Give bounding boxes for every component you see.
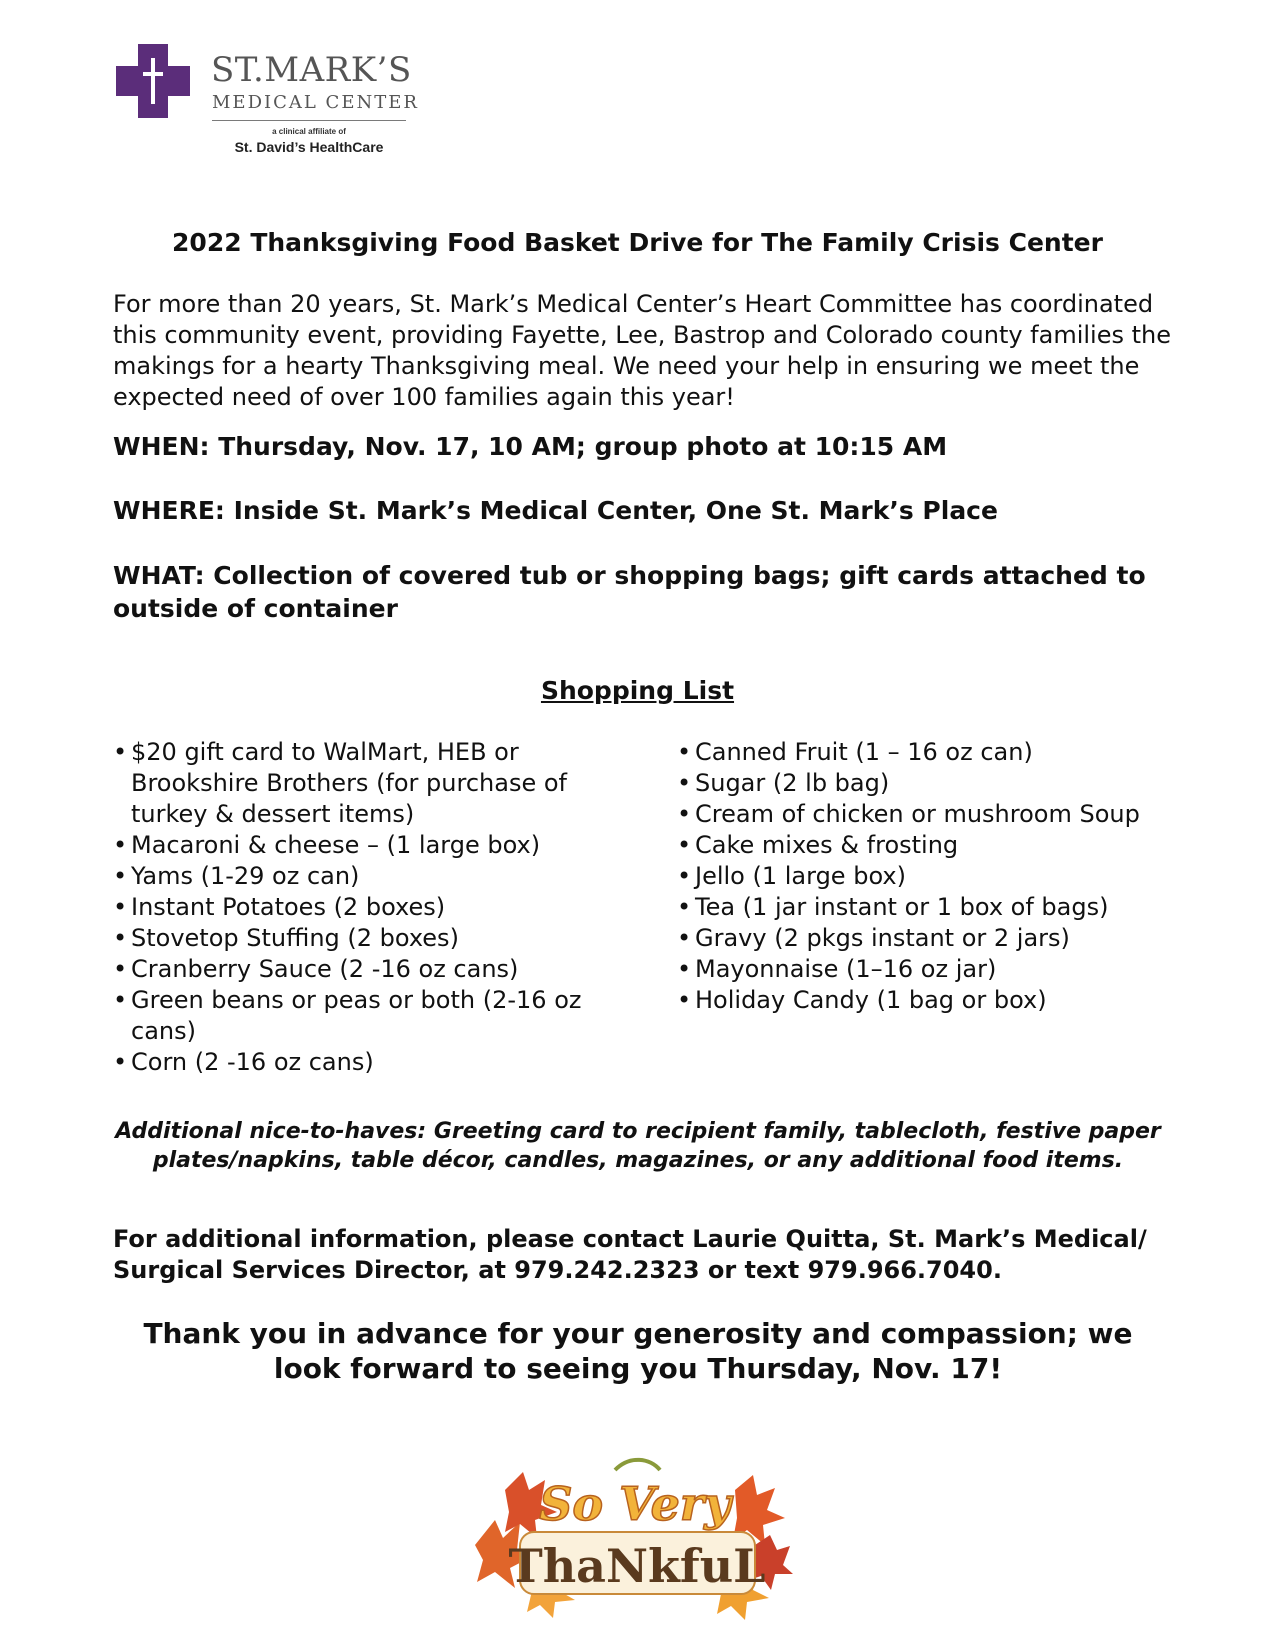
list-item: • Holiday Candy (1 bag or box)	[677, 985, 1177, 1016]
list-item: • Tea (1 jar instant or 1 box of bags)	[677, 892, 1177, 923]
list-item: • Sugar (2 lb bag)	[677, 768, 1177, 799]
logo-divider	[212, 120, 406, 121]
artwork-line2: ThaNkfuL	[508, 1539, 766, 1593]
additional-items-note: Additional nice-to-haves: Greeting card to recipient family, tablecloth, festive paper plates/napkins, table décor, candles, magazines, or any additional food items.	[115, 1119, 1161, 1173]
list-item: • Jello (1 large box)	[677, 861, 1177, 892]
list-item: • Cream of chicken or mushroom Soup	[677, 799, 1177, 830]
logo-subtitle: MEDICAL CENTER	[212, 92, 419, 113]
when-line: WHEN: Thursday, Nov. 17, 10 AM; group photo at 10:15 AM	[113, 432, 948, 461]
list-item: • Stovetop Stuffing (2 boxes)	[113, 923, 593, 954]
list-item: • Gravy (2 pkgs instant or 2 jars)	[677, 923, 1177, 954]
autumn-leaves-icon	[465, 1450, 795, 1630]
list-item: • Cranberry Sauce (2 -16 oz cans)	[113, 954, 593, 985]
page-title: 2022 Thanksgiving Food Basket Drive for The Family Crisis Center	[172, 228, 1103, 257]
logo-affiliate: a clinical affiliate of	[272, 127, 346, 136]
contact-info: For additional information, please contact Laurie Quitta, St. Mark’s Medical/ Surgical Services Director, at 979.242.2323 or text 979.966.7040.	[113, 1225, 1147, 1284]
logo-name: ST.MARK’S	[211, 50, 412, 90]
list-item: • Corn (2 -16 oz cans)	[113, 1047, 593, 1078]
what-line: WHAT: Collection of covered tub or shopping bags; gift cards attached to outside of container	[113, 561, 1146, 623]
list-item: • Cake mixes & frosting	[677, 830, 1177, 861]
logo-healthcare: St. David’s HealthCare	[234, 139, 384, 155]
list-item: • Instant Potatoes (2 boxes)	[113, 892, 593, 923]
cross-icon	[116, 44, 190, 118]
st-marks-logo	[116, 44, 419, 159]
shopping-list-left	[113, 737, 593, 1078]
closing-message: Thank you in advance for your generosity and compassion; we look forward to seeing you Thursday, Nov. 17!	[143, 1317, 1133, 1385]
list-item: • Yams (1-29 oz can)	[113, 861, 593, 892]
list-item: • $20 gift card to WalMart, HEB or Brookshire Brothers (for purchase of turkey & dessert items)	[113, 737, 593, 830]
shopping-list-right	[677, 737, 1177, 1016]
list-item: • Macaroni & cheese – (1 large box)	[113, 830, 593, 861]
intro-paragraph: For more than 20 years, St. Mark’s Medical Center’s Heart Committee has coordinated this community event, providing Fayette, Lee, Bastrop and Colorado county families the makings for a hearty Thanksgiving meal. We need your help in ensuring we meet the expected need of over 100 families again this year!	[113, 290, 1172, 411]
list-item: • Green beans or peas or both (2-16 oz cans)	[113, 985, 593, 1047]
where-line: WHERE: Inside St. Mark’s Medical Center, One St. Mark’s Place	[113, 496, 998, 525]
artwork-line1: So Very	[539, 1477, 731, 1531]
list-item: • Canned Fruit (1 – 16 oz can)	[677, 737, 1177, 768]
shopping-list-heading: Shopping List	[540, 676, 735, 705]
list-item: • Mayonnaise (1–16 oz jar)	[677, 954, 1177, 985]
